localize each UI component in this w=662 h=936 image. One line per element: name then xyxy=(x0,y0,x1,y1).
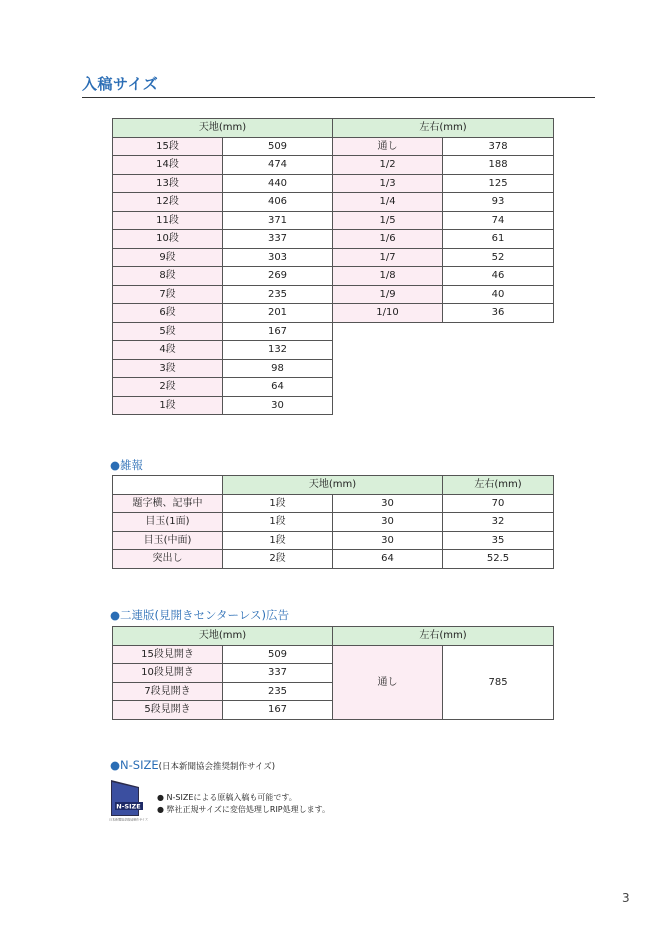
header-tenchi: 天地(mm) xyxy=(113,627,333,646)
table-row xyxy=(113,645,554,664)
row-value: 509 xyxy=(223,645,333,664)
table-row xyxy=(113,513,554,532)
row-sayu: 35 xyxy=(443,531,554,550)
row-label: 8段 xyxy=(113,267,223,286)
title-divider xyxy=(82,97,595,98)
row-value: 235 xyxy=(223,285,333,304)
row-value: 40 xyxy=(443,285,554,304)
header-tenchi: 天地(mm) xyxy=(223,476,443,495)
table-row xyxy=(113,156,554,175)
table-row xyxy=(113,378,554,397)
table-row xyxy=(113,137,554,156)
row-dan: 2段 xyxy=(223,550,333,569)
row-value: 74 xyxy=(443,211,554,230)
row-value: 378 xyxy=(443,137,554,156)
row-label: 1/8 xyxy=(333,267,443,286)
row-label: 6段 xyxy=(113,304,223,323)
nsize-heading: ●N-SIZE xyxy=(110,758,159,772)
row-value: 30 xyxy=(223,396,333,415)
row-label: 突出し xyxy=(113,550,223,569)
row-dan: 1段 xyxy=(223,494,333,513)
table-row xyxy=(113,550,554,569)
header-sayu: 左右(mm) xyxy=(333,627,554,646)
header-tenchi: 天地(mm) xyxy=(113,119,333,138)
row-value: 235 xyxy=(223,682,333,701)
header-sayu: 左右(mm) xyxy=(333,119,554,138)
row-value: 98 xyxy=(223,359,333,378)
row-label: 12段 xyxy=(113,193,223,212)
table-row xyxy=(113,304,554,323)
empty-cell xyxy=(333,341,443,360)
empty-cell xyxy=(443,396,554,415)
table-row xyxy=(113,174,554,193)
row-value: 337 xyxy=(223,664,333,683)
row-tenchi: 30 xyxy=(333,513,443,532)
row-value: 61 xyxy=(443,230,554,249)
svg-text:N-SIZE: N-SIZE xyxy=(116,802,141,811)
row-label: 13段 xyxy=(113,174,223,193)
merged-value: 785 xyxy=(443,645,554,719)
row-dan: 1段 xyxy=(223,531,333,550)
table-row xyxy=(113,322,554,341)
empty-cell xyxy=(113,476,223,495)
row-tenchi: 64 xyxy=(333,550,443,569)
nsize-logo-icon xyxy=(109,778,148,822)
table-header-row xyxy=(113,119,554,138)
row-label: 1/5 xyxy=(333,211,443,230)
row-tenchi: 30 xyxy=(333,531,443,550)
row-sayu: 70 xyxy=(443,494,554,513)
row-label: 15段見開き xyxy=(113,645,223,664)
row-label: 14段 xyxy=(113,156,223,175)
row-label: 7段見開き xyxy=(113,682,223,701)
row-label: 7段 xyxy=(113,285,223,304)
table-row xyxy=(113,230,554,249)
table-row xyxy=(113,267,554,286)
row-label: 9段 xyxy=(113,248,223,267)
merged-label: 通し xyxy=(333,645,443,719)
row-label: 1/6 xyxy=(333,230,443,249)
nsize-notes xyxy=(157,792,330,816)
empty-cell xyxy=(333,322,443,341)
nsize-subheading: (日本新聞協会推奨制作サイズ) xyxy=(158,762,276,772)
row-label: 目玉(1面) xyxy=(113,513,223,532)
table-row xyxy=(113,211,554,230)
svg-text:日本新聞協会推奨制作サイズ: 日本新聞協会推奨制作サイズ xyxy=(109,817,148,822)
page-number: 3 xyxy=(622,891,630,905)
row-value: 337 xyxy=(223,230,333,249)
row-label: 1/2 xyxy=(333,156,443,175)
table-row xyxy=(113,193,554,212)
row-value: 64 xyxy=(223,378,333,397)
row-label: 10段見開き xyxy=(113,664,223,683)
table-row xyxy=(113,285,554,304)
row-label: 1/10 xyxy=(333,304,443,323)
empty-cell xyxy=(443,378,554,397)
row-label: 通し xyxy=(333,137,443,156)
row-value: 269 xyxy=(223,267,333,286)
row-value: 93 xyxy=(443,193,554,212)
empty-cell xyxy=(333,359,443,378)
zappo-table xyxy=(112,475,554,569)
row-label: 3段 xyxy=(113,359,223,378)
row-label: 目玉(中面) xyxy=(113,531,223,550)
row-value: 303 xyxy=(223,248,333,267)
row-label: 1/3 xyxy=(333,174,443,193)
row-label: 15段 xyxy=(113,137,223,156)
row-value: 167 xyxy=(223,701,333,720)
row-value: 52 xyxy=(443,248,554,267)
table-row xyxy=(113,248,554,267)
table-row xyxy=(113,341,554,360)
table-header-row xyxy=(113,627,554,646)
empty-cell xyxy=(443,341,554,360)
row-value: 371 xyxy=(223,211,333,230)
header-sayu: 左右(mm) xyxy=(443,476,554,495)
section-heading-zappo: ●雑報 xyxy=(110,458,144,472)
row-value: 132 xyxy=(223,341,333,360)
row-label: 5段見開き xyxy=(113,701,223,720)
note-line: ● 弊社正規サイズに変倍処理しRIP処理します。 xyxy=(157,805,330,814)
row-label: 10段 xyxy=(113,230,223,249)
row-value: 201 xyxy=(223,304,333,323)
note-line: ● N-SIZEによる原稿入稿も可能です。 xyxy=(157,793,297,802)
row-label: 1/4 xyxy=(333,193,443,212)
table-header-row xyxy=(113,476,554,495)
row-value: 440 xyxy=(223,174,333,193)
section-heading-nsize xyxy=(110,758,275,772)
row-value: 46 xyxy=(443,267,554,286)
row-value: 406 xyxy=(223,193,333,212)
row-label: 1/9 xyxy=(333,285,443,304)
row-tenchi: 30 xyxy=(333,494,443,513)
row-value: 167 xyxy=(223,322,333,341)
row-label: 1段 xyxy=(113,396,223,415)
table-row xyxy=(113,494,554,513)
row-label: 4段 xyxy=(113,341,223,360)
empty-cell xyxy=(333,396,443,415)
row-dan: 1段 xyxy=(223,513,333,532)
row-label: 5段 xyxy=(113,322,223,341)
niren-table xyxy=(112,626,554,720)
table-row xyxy=(113,359,554,378)
empty-cell xyxy=(443,322,554,341)
table-row xyxy=(113,531,554,550)
page-title: 入稿サイズ xyxy=(82,75,159,93)
row-label: 2段 xyxy=(113,378,223,397)
empty-cell xyxy=(443,359,554,378)
row-value: 125 xyxy=(443,174,554,193)
row-label: 11段 xyxy=(113,211,223,230)
row-sayu: 52.5 xyxy=(443,550,554,569)
row-label: 1/7 xyxy=(333,248,443,267)
main-size-table xyxy=(112,118,554,415)
row-value: 36 xyxy=(443,304,554,323)
table-row xyxy=(113,396,554,415)
row-value: 509 xyxy=(223,137,333,156)
section-heading-niren: ●二連版(見開きセンターレス)広告 xyxy=(110,608,289,622)
row-value: 474 xyxy=(223,156,333,175)
row-label: 題字横、記事中 xyxy=(113,494,223,513)
row-value: 188 xyxy=(443,156,554,175)
row-sayu: 32 xyxy=(443,513,554,532)
empty-cell xyxy=(333,378,443,397)
